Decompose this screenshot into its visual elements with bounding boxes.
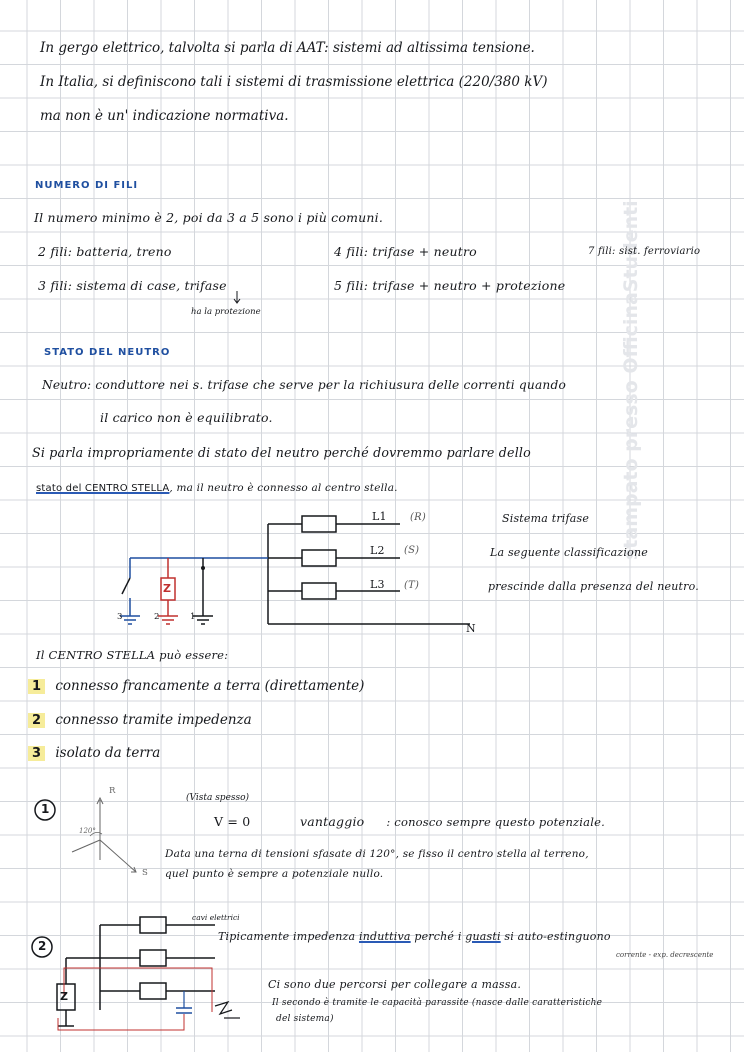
- fili-3: 3 fili: sistema di case, trifase: [38, 278, 227, 293]
- circuit1-l1-phase: (R): [410, 512, 426, 523]
- case2-percorsi: Ci sono due percorsi per collegare a massa.: [268, 978, 522, 991]
- circuit1-l2-phase: (S): [404, 545, 420, 556]
- case1-num: 1: [41, 802, 50, 816]
- stato-def-2: il carico non è equilibrato.: [100, 410, 273, 425]
- circuit1-l3: L3: [370, 578, 385, 591]
- stato-def-1: Neutro: conduttore nei s. trifase che serve per la richiusura delle correnti quando: [42, 378, 566, 392]
- fili-5: 5 fili: trifase + neutro + protezione: [334, 278, 566, 293]
- centro-item-2-num: 2: [28, 713, 45, 728]
- case1-vantaggio-rest: : conosco sempre questo potenziale.: [386, 815, 605, 829]
- case2-tip-mid: perché i: [410, 930, 466, 943]
- case2-tip-note: corrente - exp. decrescente: [616, 951, 714, 959]
- stato-impr: Si parla impropriamente di stato del neutro perché dovremmo parlare dello: [32, 445, 531, 460]
- fili-7: 7 fili: sist. ferroviario: [588, 246, 701, 257]
- circuit1-z-label: Z: [163, 582, 171, 595]
- stato-centro-rest: , ma il neutro è connesso al centro stella.: [169, 482, 398, 494]
- case2-cavi: cavi elettrici: [192, 913, 240, 922]
- circuit1-ground-3: 3: [117, 612, 123, 622]
- circuit1-n: N: [466, 622, 476, 635]
- case2-z-label: Z: [60, 990, 68, 1003]
- circuit1-l1: L1: [372, 510, 387, 523]
- sistema-label: Sistema trifase: [502, 512, 590, 525]
- case2-num: 2: [38, 939, 47, 953]
- centro-item-1-text: connesso francamente a terra (direttamente): [55, 678, 365, 694]
- watermark: stampato presso OfficinaStudenti: [620, 200, 642, 560]
- case1-eq: V = 0: [214, 814, 251, 829]
- case2-tip-induttiva: induttiva: [358, 930, 411, 943]
- intro-line-1: In gergo elettrico, talvolta si parla di AAT: sistemi ad altissima tensione.: [40, 40, 535, 56]
- case1-data-1: Data una terna di tensioni sfasate di 120°, se fisso il centro stella al terreno,: [165, 848, 589, 860]
- fili-4: 4 fili: trifase + neutro: [334, 244, 477, 259]
- centro-item-2-text: connesso tramite impedenza: [55, 712, 252, 728]
- case2-tip-guasti: guasti: [465, 930, 501, 943]
- case1-vista: (Vista spesso): [186, 793, 250, 803]
- case1-axis-s: S: [142, 868, 148, 878]
- circuit1-l3-phase: (T): [404, 580, 420, 591]
- circuit1-ground-1: 1: [190, 612, 196, 622]
- fili-3-note: ha la protezione: [191, 307, 261, 317]
- stato-heading: STATO DEL NEUTRO: [44, 347, 171, 358]
- case2-secondo-2: del sistema): [276, 1014, 334, 1024]
- case2-tip-line: [218, 930, 611, 943]
- classif-2: prescinde dalla presenza del neutro.: [488, 580, 699, 593]
- case2-secondo-1: Il secondo è tramite le capacità parassite (nasce dalle caratteristiche: [272, 998, 603, 1008]
- classif-1: La seguente classificazione: [490, 546, 648, 559]
- centro-item-3-text: isolato da terra: [55, 745, 161, 761]
- case1-data-2: quel punto è sempre a potenziale nullo.: [165, 868, 384, 880]
- case2-tip-prefix: Tipicamente impedenza: [218, 930, 359, 943]
- case1-vantaggio: vantaggio: [300, 814, 365, 829]
- circuit1-l2: L2: [370, 544, 385, 557]
- centro-intro: Il CENTRO STELLA può essere:: [36, 648, 229, 662]
- fili-2: 2 fili: batteria, treno: [38, 244, 172, 259]
- fili-heading: NUMERO DI FILI: [35, 180, 139, 191]
- centro-item-3-num: 3: [28, 746, 45, 761]
- stato-centro-link: stato del CENTRO STELLA: [36, 483, 170, 494]
- case1-angle: 120°: [79, 827, 96, 835]
- centro-item-1-num: 1: [28, 679, 45, 694]
- fili-intro: Il numero minimo è 2, poi da 3 a 5 sono i più comuni.: [34, 210, 383, 225]
- case1-axis-r: R: [109, 786, 116, 796]
- intro-line-3: ma non è un' indicazione normativa.: [40, 108, 289, 124]
- circuit1-ground-2: 2: [154, 612, 160, 622]
- intro-line-2: In Italia, si definiscono tali i sistemi di trasmissione elettrica (220/380 kV): [40, 74, 548, 90]
- case2-tip-rest: si auto-estinguono: [500, 930, 611, 943]
